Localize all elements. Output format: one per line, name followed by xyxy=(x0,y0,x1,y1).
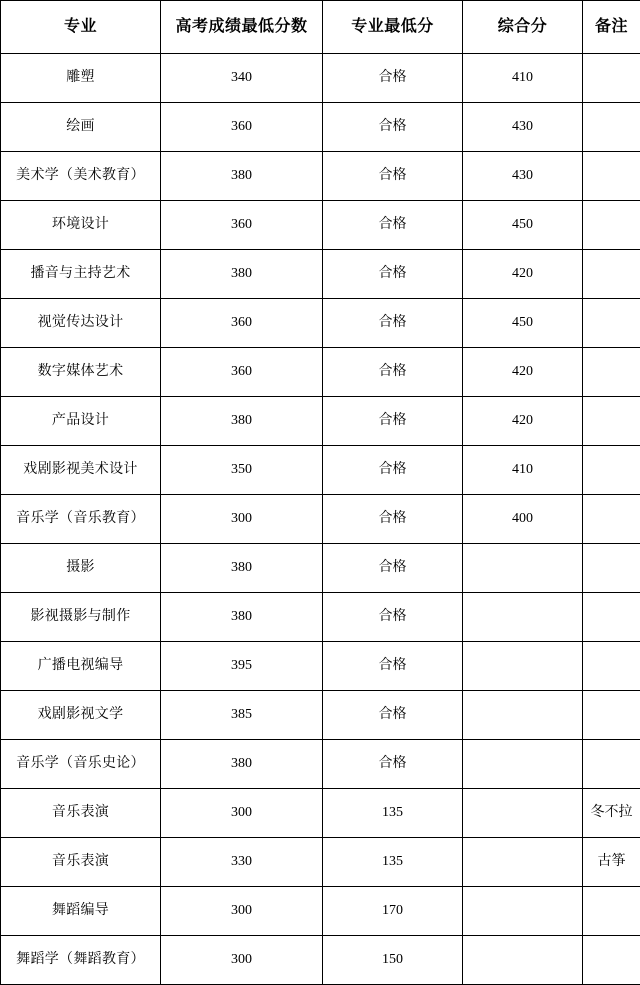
cell-gaokao-min: 300 xyxy=(161,936,323,985)
cell-gaokao-min: 340 xyxy=(161,54,323,103)
cell-major-min: 合格 xyxy=(323,299,463,348)
cell-remark xyxy=(583,936,640,985)
cell-overall: 430 xyxy=(463,103,583,152)
cell-overall xyxy=(463,936,583,985)
cell-remark xyxy=(583,495,640,544)
cell-major: 舞蹈学（舞蹈教育） xyxy=(1,936,161,985)
cell-major-min: 合格 xyxy=(323,348,463,397)
cell-major: 音乐表演 xyxy=(1,789,161,838)
table-row xyxy=(1,54,640,103)
cell-overall: 450 xyxy=(463,299,583,348)
table-row xyxy=(1,838,640,887)
cell-major-min: 合格 xyxy=(323,103,463,152)
table-row xyxy=(1,740,640,789)
cell-remark xyxy=(583,201,640,250)
cell-major: 美术学（美术教育） xyxy=(1,152,161,201)
cell-major: 产品设计 xyxy=(1,397,161,446)
cell-major: 广播电视编导 xyxy=(1,642,161,691)
table-row xyxy=(1,299,640,348)
table-row xyxy=(1,544,640,593)
cell-major-min: 合格 xyxy=(323,544,463,593)
column-header-major-min: 专业最低分 xyxy=(323,1,463,54)
cell-major: 音乐学（音乐教育） xyxy=(1,495,161,544)
cell-major: 影视摄影与制作 xyxy=(1,593,161,642)
cell-remark xyxy=(583,642,640,691)
cell-major-min: 合格 xyxy=(323,201,463,250)
cell-major-min: 170 xyxy=(323,887,463,936)
cell-overall: 420 xyxy=(463,250,583,299)
cell-major-min: 135 xyxy=(323,838,463,887)
cell-major: 绘画 xyxy=(1,103,161,152)
cell-overall: 410 xyxy=(463,446,583,495)
cell-overall: 420 xyxy=(463,348,583,397)
cell-gaokao-min: 330 xyxy=(161,838,323,887)
cell-overall xyxy=(463,691,583,740)
cell-overall xyxy=(463,740,583,789)
cell-remark xyxy=(583,348,640,397)
cell-gaokao-min: 300 xyxy=(161,789,323,838)
cell-overall xyxy=(463,887,583,936)
cell-major: 音乐表演 xyxy=(1,838,161,887)
cell-remark xyxy=(583,544,640,593)
cell-overall: 420 xyxy=(463,397,583,446)
cell-major-min: 合格 xyxy=(323,446,463,495)
cell-major: 戏剧影视文学 xyxy=(1,691,161,740)
cell-overall xyxy=(463,593,583,642)
cell-overall xyxy=(463,838,583,887)
cell-gaokao-min: 360 xyxy=(161,299,323,348)
cell-remark xyxy=(583,887,640,936)
cell-remark xyxy=(583,103,640,152)
cell-gaokao-min: 395 xyxy=(161,642,323,691)
table-row xyxy=(1,936,640,985)
cell-gaokao-min: 360 xyxy=(161,201,323,250)
cell-gaokao-min: 350 xyxy=(161,446,323,495)
cell-overall: 430 xyxy=(463,152,583,201)
cell-remark xyxy=(583,250,640,299)
cell-overall xyxy=(463,642,583,691)
table-row xyxy=(1,201,640,250)
cell-major-min: 合格 xyxy=(323,593,463,642)
cell-major: 环境设计 xyxy=(1,201,161,250)
cell-remark xyxy=(583,691,640,740)
cell-major-min: 合格 xyxy=(323,740,463,789)
table-row xyxy=(1,642,640,691)
cell-major: 雕塑 xyxy=(1,54,161,103)
table-header xyxy=(1,1,640,54)
cell-gaokao-min: 380 xyxy=(161,593,323,642)
table-body xyxy=(1,54,640,985)
cell-remark xyxy=(583,299,640,348)
cell-gaokao-min: 360 xyxy=(161,348,323,397)
cell-gaokao-min: 380 xyxy=(161,397,323,446)
column-header-remark: 备注 xyxy=(583,1,640,54)
cell-major: 摄影 xyxy=(1,544,161,593)
table-row xyxy=(1,789,640,838)
cell-overall: 410 xyxy=(463,54,583,103)
cell-major: 音乐学（音乐史论） xyxy=(1,740,161,789)
cell-major-min: 135 xyxy=(323,789,463,838)
table-row xyxy=(1,152,640,201)
cell-overall: 400 xyxy=(463,495,583,544)
column-header-major: 专业 xyxy=(1,1,161,54)
cell-remark xyxy=(583,740,640,789)
cell-gaokao-min: 380 xyxy=(161,740,323,789)
cell-major-min: 合格 xyxy=(323,152,463,201)
table-row xyxy=(1,593,640,642)
cell-major-min: 合格 xyxy=(323,250,463,299)
cell-major-min: 150 xyxy=(323,936,463,985)
cell-remark: 冬不拉 xyxy=(583,789,640,838)
table-row xyxy=(1,397,640,446)
column-header-overall: 综合分 xyxy=(463,1,583,54)
cell-remark xyxy=(583,446,640,495)
cell-major: 舞蹈编导 xyxy=(1,887,161,936)
cell-gaokao-min: 380 xyxy=(161,152,323,201)
cell-remark: 古筝 xyxy=(583,838,640,887)
table-row xyxy=(1,348,640,397)
table-row xyxy=(1,691,640,740)
cell-major-min: 合格 xyxy=(323,495,463,544)
cell-overall xyxy=(463,789,583,838)
cell-gaokao-min: 360 xyxy=(161,103,323,152)
cell-gaokao-min: 385 xyxy=(161,691,323,740)
table-row xyxy=(1,887,640,936)
cell-major-min: 合格 xyxy=(323,397,463,446)
column-header-gaokao-min: 高考成绩最低分数 xyxy=(161,1,323,54)
cell-remark xyxy=(583,397,640,446)
cell-major-min: 合格 xyxy=(323,54,463,103)
cell-gaokao-min: 380 xyxy=(161,544,323,593)
cell-major: 视觉传达设计 xyxy=(1,299,161,348)
table-row xyxy=(1,250,640,299)
table-header-row xyxy=(1,1,640,54)
cell-remark xyxy=(583,152,640,201)
cell-major-min: 合格 xyxy=(323,642,463,691)
cell-gaokao-min: 380 xyxy=(161,250,323,299)
cell-major: 数字媒体艺术 xyxy=(1,348,161,397)
table-row xyxy=(1,446,640,495)
cell-gaokao-min: 300 xyxy=(161,495,323,544)
table-row xyxy=(1,103,640,152)
table-row xyxy=(1,495,640,544)
cell-remark xyxy=(583,593,640,642)
cell-overall xyxy=(463,544,583,593)
cell-overall: 450 xyxy=(463,201,583,250)
cell-major-min: 合格 xyxy=(323,691,463,740)
cell-gaokao-min: 300 xyxy=(161,887,323,936)
cell-remark xyxy=(583,54,640,103)
cell-major: 播音与主持艺术 xyxy=(1,250,161,299)
cell-major: 戏剧影视美术设计 xyxy=(1,446,161,495)
